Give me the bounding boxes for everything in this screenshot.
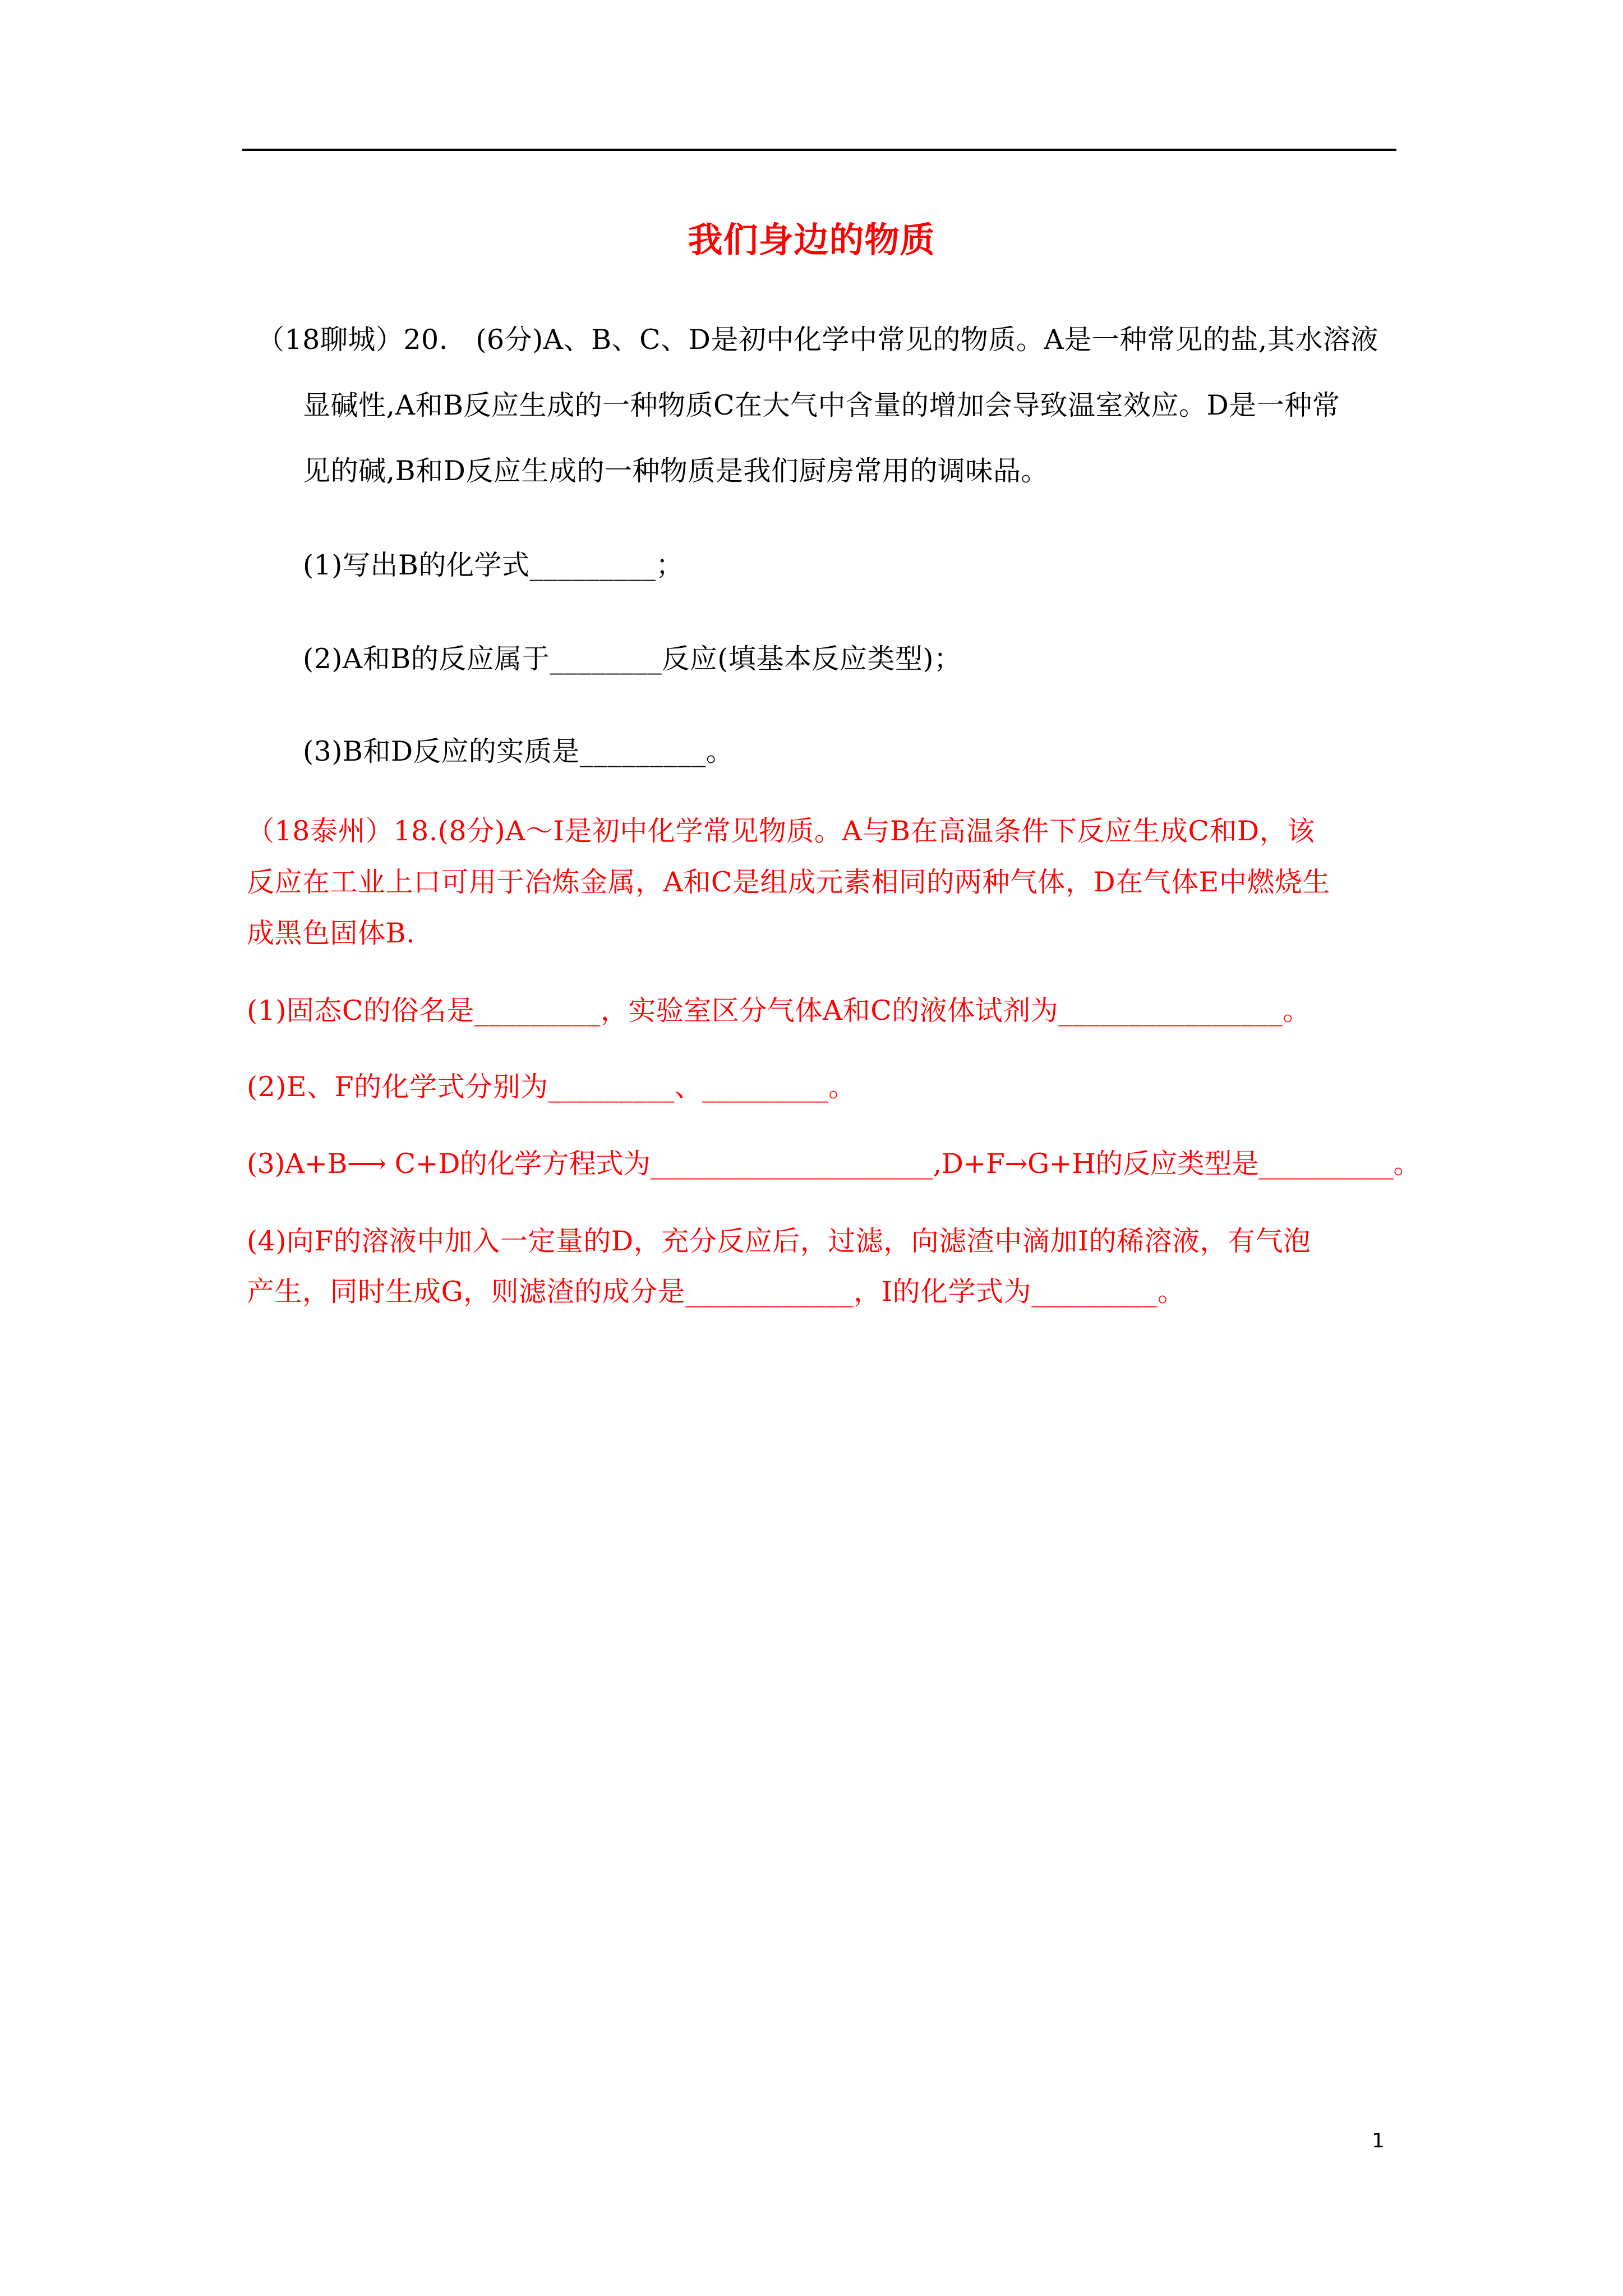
q1-line-3: 见的碱,B和D反应生成的一种物质是我们厨房常用的调味品。 [303, 455, 1049, 487]
page-title: 我们身边的物质 [688, 219, 935, 260]
q2-sub-1: (1)固态C的俗名是_________，实验室区分气体A和C的液体试剂为________________。 [247, 995, 1311, 1027]
page-number: 1 [1372, 2129, 1385, 2152]
q2-line-2: 反应在工业上口可用于冶炼金属，A和C是组成元素相同的两种气体，D在气体E中燃烧生 [247, 866, 1330, 898]
q1-sub-3: (3)B和D反应的实质是_________。 [303, 735, 734, 767]
q2-sub-4-line-2: 产生，同时生成G，则滤渣的成分是____________，I的化学式为_________。 [247, 1276, 1186, 1308]
q1-sub-2: (2)A和B的反应属于________反应(填基本反应类型)； [303, 643, 962, 675]
q1-line-1: （18聊城）20. (6分)A、B、C、D是初中化学中常见的物质。A是一种常见的盐,其水溶液 [257, 324, 1378, 356]
q2-sub-4-line-1: (4)向F的溶液中加入一定量的D，充分反应后，过滤，向滤渣中滴加I的稀溶液，有气泡 [247, 1225, 1311, 1257]
q2-sub-2: (2)E、F的化学式分别为_________、_________。 [247, 1071, 856, 1103]
header-rule [242, 149, 1396, 151]
q1-sub-1: (1)写出B的化学式_________； [303, 549, 684, 581]
q1-line-2: 显碱性,A和B反应生成的一种物质C在大气中含量的增加会导致温室效应。D是一种常 [303, 389, 1340, 421]
q2-sub-3: (3)A+B⟶ C+D的化学方程式为_____________________,D+F→G+H的反应类型是__________。 [247, 1148, 1421, 1180]
q2-line-3: 成黑色固体B. [247, 917, 416, 949]
q2-line-1: （18泰州）18.(8分)A～I是初中化学常见物质。A与B在高温条件下反应生成C和D，该 [247, 815, 1315, 847]
